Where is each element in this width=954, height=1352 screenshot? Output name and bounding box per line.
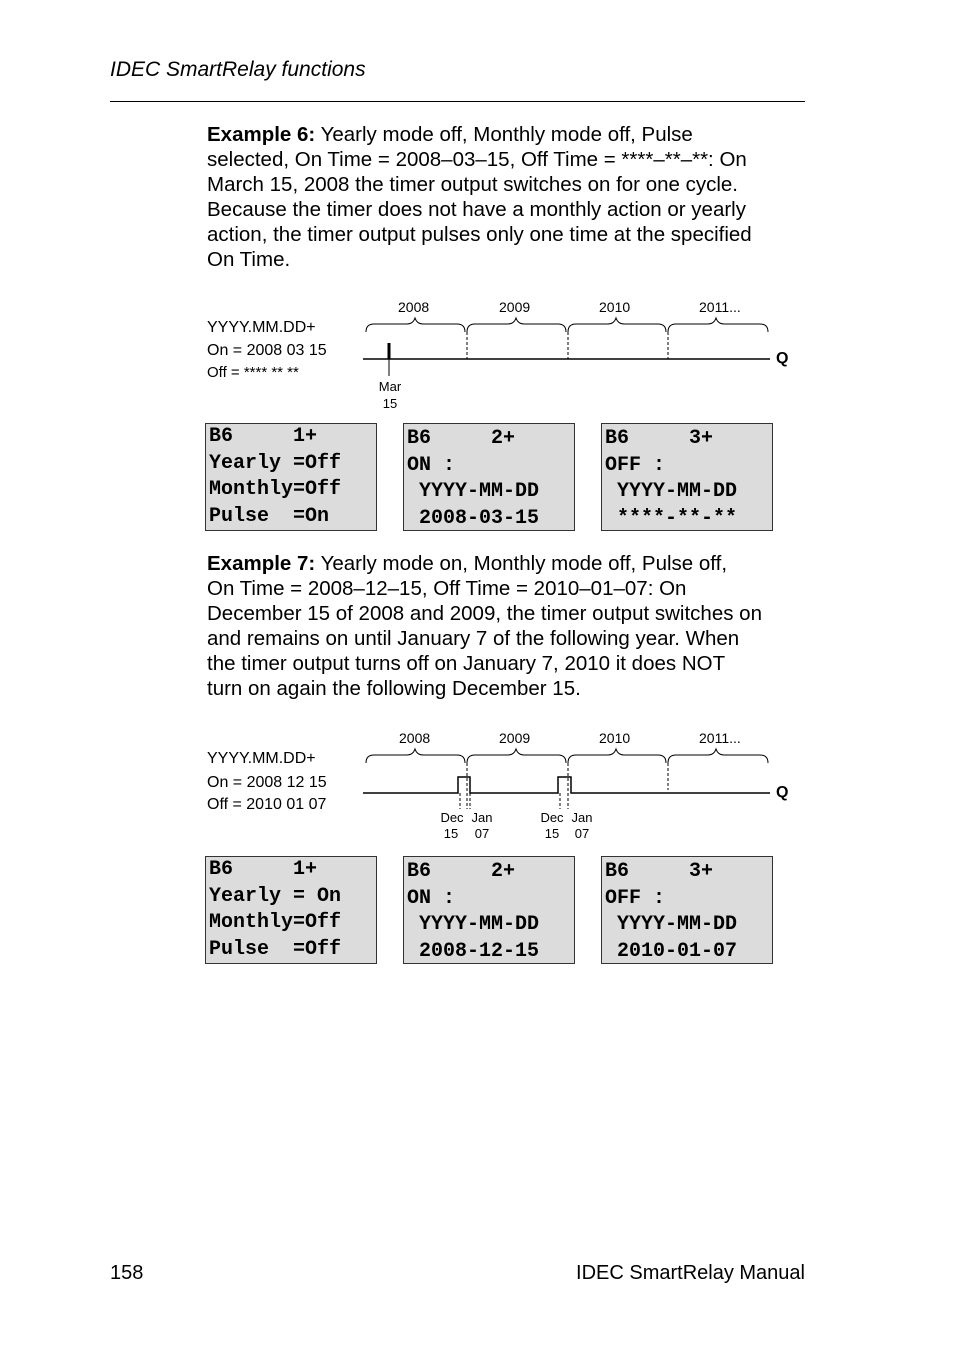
example6-timing-diagram: [200, 296, 800, 411]
screen-row: Pulse =On: [209, 504, 330, 528]
marker-lines: [460, 793, 560, 809]
example6-line-3: Because the timer does not have a monthly action or yearly: [207, 198, 746, 221]
screen-row: B6 1+: [209, 425, 318, 448]
example7-screen-1: [205, 856, 377, 964]
screen-row: ON :: [407, 453, 456, 477]
example7-label: Example 7:: [207, 552, 316, 575]
marker-month-label: Jan: [471, 810, 493, 825]
screen-row: OFF :: [605, 453, 666, 477]
example7-line-3: and remains on until January 7 of the following year. When: [207, 627, 740, 650]
example6-line-5: On Time.: [207, 248, 291, 271]
example6-line-2: March 15, 2008 the timer output switches on for one cycle.: [207, 173, 738, 196]
year-label-2010: 2010: [599, 299, 631, 315]
screen-row: ON :: [407, 886, 456, 910]
screen-row: Monthly=Off: [209, 911, 342, 934]
example7-paragraph: [207, 551, 807, 701]
screen-row: B6 1+: [209, 858, 318, 881]
year-label-2010: 2010: [599, 730, 631, 746]
screen-row: B6 2+: [407, 427, 516, 450]
year-dividers: [467, 763, 668, 809]
example7-line-1: On Time = 2008–12–15, Off Time = 2010–01–07: On: [207, 577, 687, 600]
year-label-2011: 2011...: [699, 730, 741, 746]
screen-row: YYYY-MM-DD: [605, 913, 738, 936]
marker-month-label: Dec: [440, 810, 464, 825]
example6-screen-2: [403, 423, 575, 531]
example6-screen-1: [205, 423, 377, 531]
screen-row: ****-**-**: [605, 506, 738, 530]
footer-manual-title: IDEC SmartRelay Manual: [576, 1262, 805, 1284]
screen-row: 2008-03-15: [407, 506, 540, 530]
screen-row: B6 3+: [605, 860, 714, 883]
year-label-2011: 2011...: [699, 299, 741, 315]
screen-row: 2008-12-15: [407, 939, 540, 963]
screen-row: OFF :: [605, 886, 666, 910]
year-label-2009: 2009: [499, 299, 531, 315]
diagram-on-label: On = 2008 12 15: [207, 774, 327, 791]
screen-row: Yearly =Off: [209, 451, 342, 475]
year-label-2009: 2009: [499, 730, 531, 746]
marker-day-label: 15: [443, 826, 459, 841]
example6-paragraph: [207, 122, 807, 272]
diagram-off-label: Off = 2010 01 07: [207, 796, 327, 813]
screen-row: Yearly = On: [209, 884, 342, 908]
output-q-label: Q: [776, 784, 789, 801]
year-braces: [366, 318, 768, 332]
example7-screen-3: [601, 856, 773, 964]
screen-row: 2010-01-07: [605, 939, 738, 963]
screen-row: YYYY-MM-DD: [605, 480, 738, 503]
diagram-on-label: On = 2008 03 15: [207, 342, 327, 359]
page-header-title: IDEC SmartRelay functions: [110, 58, 366, 81]
example7-line-2: December 15 of 2008 and 2009, the timer output switches on: [207, 602, 762, 625]
example6-line-1: selected, On Time = 2008–03–15, Off Time = ****–**–**: On: [207, 148, 747, 171]
marker-month-label: Dec: [540, 810, 564, 825]
example7-line-5: turn on again the following December 15.: [207, 677, 581, 700]
page-number: 158: [110, 1262, 144, 1284]
diagram-format-label: YYYY.MM.DD+: [207, 750, 316, 767]
example7-line-0: Yearly mode on, Monthly mode off, Pulse off,: [315, 552, 728, 575]
marker-day-label: 15: [382, 396, 398, 411]
screen-row: YYYY-MM-DD: [407, 480, 540, 503]
diagram-format-label: YYYY.MM.DD+: [207, 319, 316, 336]
marker-day-label: 15: [544, 826, 560, 841]
screen-row: B6 3+: [605, 427, 714, 450]
screen-row: B6 2+: [407, 860, 516, 883]
output-q-label: Q: [776, 350, 789, 367]
example6-line-4: action, the timer output pulses only one time at the specified: [207, 223, 752, 246]
year-label-2008: 2008: [398, 299, 430, 315]
header-divider: [110, 101, 805, 102]
marker-month-label: Mar: [378, 379, 402, 394]
example6-label: Example 6:: [207, 123, 316, 146]
diagram-off-label: Off = **** ** **: [207, 364, 299, 381]
example7-screen-2: [403, 856, 575, 964]
screen-row: Monthly=Off: [209, 478, 342, 501]
marker-day-label: 07: [574, 826, 590, 841]
example7-timing-diagram: [200, 727, 800, 841]
year-braces: [366, 749, 768, 763]
screen-row: YYYY-MM-DD: [407, 913, 540, 936]
output-signal: [363, 777, 770, 793]
marker-day-label: 07: [474, 826, 490, 841]
example7-line-4: the timer output turns off on January 7, 2010 it does NOT: [207, 652, 726, 675]
marker-month-label: Jan: [571, 810, 593, 825]
year-label-2008: 2008: [399, 730, 431, 746]
example6-line-0: Yearly mode off, Monthly mode off, Pulse: [315, 123, 693, 146]
example6-screen-3: [601, 423, 773, 531]
screen-row: Pulse =Off: [209, 937, 342, 961]
year-dividers: [467, 332, 668, 359]
